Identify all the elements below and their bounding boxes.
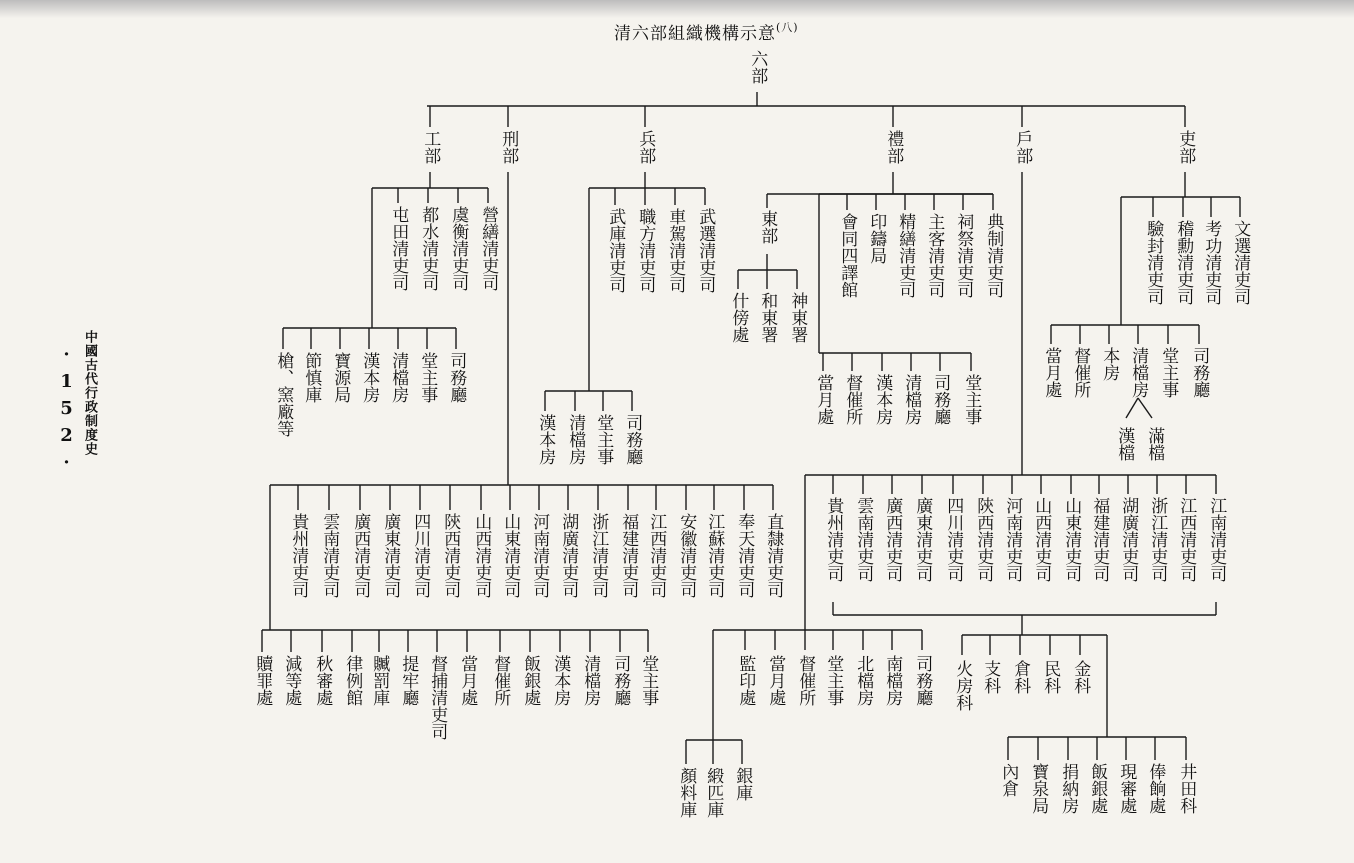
office-node: 堂主事 xyxy=(823,655,844,706)
office-node: 秋審處 xyxy=(312,655,333,706)
bureau-node: 陝西清吏司 xyxy=(973,497,994,582)
office-node: 清檔房 xyxy=(388,352,409,403)
bureau-node: 屯田清吏司 xyxy=(388,206,409,291)
archive-han: 漢檔 xyxy=(1114,427,1135,461)
section-node: 倉科 xyxy=(1010,660,1031,694)
bureau-node: 江蘇清吏司 xyxy=(704,513,725,598)
bureau-node: 江西清吏司 xyxy=(646,513,667,598)
office-node: 堂主事 xyxy=(1158,347,1179,398)
bureau-node: 雲南清吏司 xyxy=(319,513,340,598)
bureau-node: 江南清吏司 xyxy=(1206,497,1227,582)
bureau-node: 四川清吏司 xyxy=(943,497,964,582)
bureau-node: 江西清吏司 xyxy=(1176,497,1197,582)
office-node: 漢本房 xyxy=(359,352,380,403)
office-node: 飯銀處 xyxy=(520,655,541,706)
bureau-node: 浙江清吏司 xyxy=(1147,497,1168,582)
office-node: 司務廳 xyxy=(930,374,951,425)
bureau-node: 武選清吏司 xyxy=(695,208,716,293)
sub-unit-node: 內倉 xyxy=(998,763,1019,797)
office-node: 清檔房 xyxy=(901,374,922,425)
office-node: 司務廳 xyxy=(1189,347,1210,398)
office-node: 督催所 xyxy=(795,655,816,706)
office-node: 神東署 xyxy=(787,292,808,343)
diagram-title xyxy=(614,19,799,44)
office-node: 減等處 xyxy=(281,655,302,706)
bureau-node: 山東清吏司 xyxy=(500,513,521,598)
office-node: 漢本房 xyxy=(872,374,893,425)
bureau-node: 直隸清吏司 xyxy=(763,513,784,598)
office-node: 漢本房 xyxy=(535,414,556,465)
bureau-node: 會同四譯館 xyxy=(837,213,858,298)
section-node: 火房科 xyxy=(952,660,973,711)
sub-unit-node: 俸餉處 xyxy=(1145,763,1166,814)
bureau-node: 武庫清吏司 xyxy=(605,208,626,293)
storehouse-node: 緞匹庫 xyxy=(703,767,724,818)
bureau-node: 廣東清吏司 xyxy=(380,513,401,598)
office-node: 司務廳 xyxy=(912,655,933,706)
office-node: 堂主事 xyxy=(961,374,982,425)
office-node: 本房 xyxy=(1099,347,1120,381)
office-node: 督催所 xyxy=(490,655,511,706)
sub-unit-node: 井田科 xyxy=(1176,763,1197,814)
sub-unit-node: 寶泉局 xyxy=(1028,763,1049,814)
bureau-node: 精繕清吏司 xyxy=(895,213,916,298)
connector-line xyxy=(1138,398,1152,418)
page-number: ·152· xyxy=(56,344,77,479)
office-node: 和東署 xyxy=(757,292,778,343)
office-node: 督捕清吏司 xyxy=(427,655,448,740)
title-text: 清六部組織機構示意 xyxy=(614,24,776,44)
section-node: 支科 xyxy=(980,660,1001,694)
bureau-node: 河南清吏司 xyxy=(1002,497,1023,582)
ministry-libu: 吏部 xyxy=(1175,130,1196,164)
office-node: 漢本房 xyxy=(550,655,571,706)
office-node: 當月處 xyxy=(813,374,834,425)
office-node: 當月處 xyxy=(765,655,786,706)
storehouse-node: 顏料庫 xyxy=(676,767,697,818)
bureau-node: 印鑄局 xyxy=(866,213,887,264)
bureau-node: 祠祭清吏司 xyxy=(953,213,974,298)
bureau-node: 考功清吏司 xyxy=(1201,220,1222,305)
office-node: 當月處 xyxy=(1041,347,1062,398)
bureau-node: 廣東清吏司 xyxy=(912,497,933,582)
storehouse-node: 銀庫 xyxy=(732,767,753,801)
ministry-li: 禮部 xyxy=(883,130,904,164)
office-node: 提牢廳 xyxy=(398,655,419,706)
bureau-node: 山西清吏司 xyxy=(471,513,492,598)
bureau-node: 主客清吏司 xyxy=(924,213,945,298)
ministry-xing: 刑部 xyxy=(498,130,519,164)
office-node: 司務廳 xyxy=(622,414,643,465)
office-node: 什傍處 xyxy=(728,292,749,343)
bureau-node: 貴州清吏司 xyxy=(823,497,844,582)
office-node: 槍、窯廠等 xyxy=(273,352,294,437)
bureau-node: 營繕清吏司 xyxy=(478,206,499,291)
office-node: 堂主事 xyxy=(638,655,659,706)
ministry-hu: 戶部 xyxy=(1012,130,1033,164)
office-node: 督催所 xyxy=(842,374,863,425)
bureau-node: 典制清吏司 xyxy=(983,213,1004,298)
bureau-node: 陝西清吏司 xyxy=(440,513,461,598)
bureau-node: 浙江清吏司 xyxy=(588,513,609,598)
sub-dept-dongbu: 東部 xyxy=(757,210,778,244)
office-node: 當月處 xyxy=(457,655,478,706)
office-node: 堂主事 xyxy=(417,352,438,403)
archive-man: 滿檔 xyxy=(1144,427,1165,461)
root-node: 六部 xyxy=(747,50,768,84)
connector-line xyxy=(1126,398,1138,418)
office-node: 清檔房 xyxy=(1128,347,1149,398)
ministry-gong: 工部 xyxy=(420,130,441,164)
bureau-node: 廣西清吏司 xyxy=(882,497,903,582)
section-node: 金科 xyxy=(1070,660,1091,694)
office-node: 清檔房 xyxy=(580,655,601,706)
bureau-node: 雲南清吏司 xyxy=(853,497,874,582)
office-node: 司務廳 xyxy=(446,352,467,403)
office-node: 監印處 xyxy=(735,655,756,706)
office-node: 律例館 xyxy=(342,655,363,706)
office-node: 南檔房 xyxy=(882,655,903,706)
ministry-bing: 兵部 xyxy=(635,130,656,164)
section-node: 民科 xyxy=(1040,660,1061,694)
office-node: 督催所 xyxy=(1070,347,1091,398)
bureau-node: 湖廣清吏司 xyxy=(1118,497,1139,582)
bureau-node: 文選清吏司 xyxy=(1230,220,1251,305)
office-node: 贖罪處 xyxy=(252,655,273,706)
sub-unit-node: 現審處 xyxy=(1116,763,1137,814)
bureau-node: 山西清吏司 xyxy=(1031,497,1052,582)
bureau-node: 車駕清吏司 xyxy=(665,208,686,293)
bureau-node: 奉天清吏司 xyxy=(734,513,755,598)
office-node: 清檔房 xyxy=(565,414,586,465)
bureau-node: 職方清吏司 xyxy=(635,208,656,293)
bureau-node: 湖廣清吏司 xyxy=(558,513,579,598)
bureau-node: 福建清吏司 xyxy=(1089,497,1110,582)
bureau-node: 安徽清吏司 xyxy=(676,513,697,598)
office-node: 北檔房 xyxy=(853,655,874,706)
office-node: 節慎庫 xyxy=(301,352,322,403)
sub-unit-node: 捐納房 xyxy=(1058,763,1079,814)
bureau-node: 虞衡清吏司 xyxy=(448,206,469,291)
bureau-node: 河南清吏司 xyxy=(529,513,550,598)
bureau-node: 貴州清吏司 xyxy=(288,513,309,598)
office-node: 寶源局 xyxy=(330,352,351,403)
bureau-node: 四川清吏司 xyxy=(410,513,431,598)
office-node: 贓罰庫 xyxy=(369,655,390,706)
bureau-node: 都水清吏司 xyxy=(418,206,439,291)
office-node: 堂主事 xyxy=(593,414,614,465)
bureau-node: 福建清吏司 xyxy=(618,513,639,598)
bureau-node: 驗封清吏司 xyxy=(1143,220,1164,305)
office-node: 司務廳 xyxy=(610,655,631,706)
book-title: 中國古代行政制度史 xyxy=(82,330,97,456)
bureau-node: 稽勳清吏司 xyxy=(1173,220,1194,305)
bureau-node: 山東清吏司 xyxy=(1061,497,1082,582)
bureau-node: 廣西清吏司 xyxy=(350,513,371,598)
title-note: (八) xyxy=(776,21,799,34)
sub-unit-node: 飯銀處 xyxy=(1087,763,1108,814)
